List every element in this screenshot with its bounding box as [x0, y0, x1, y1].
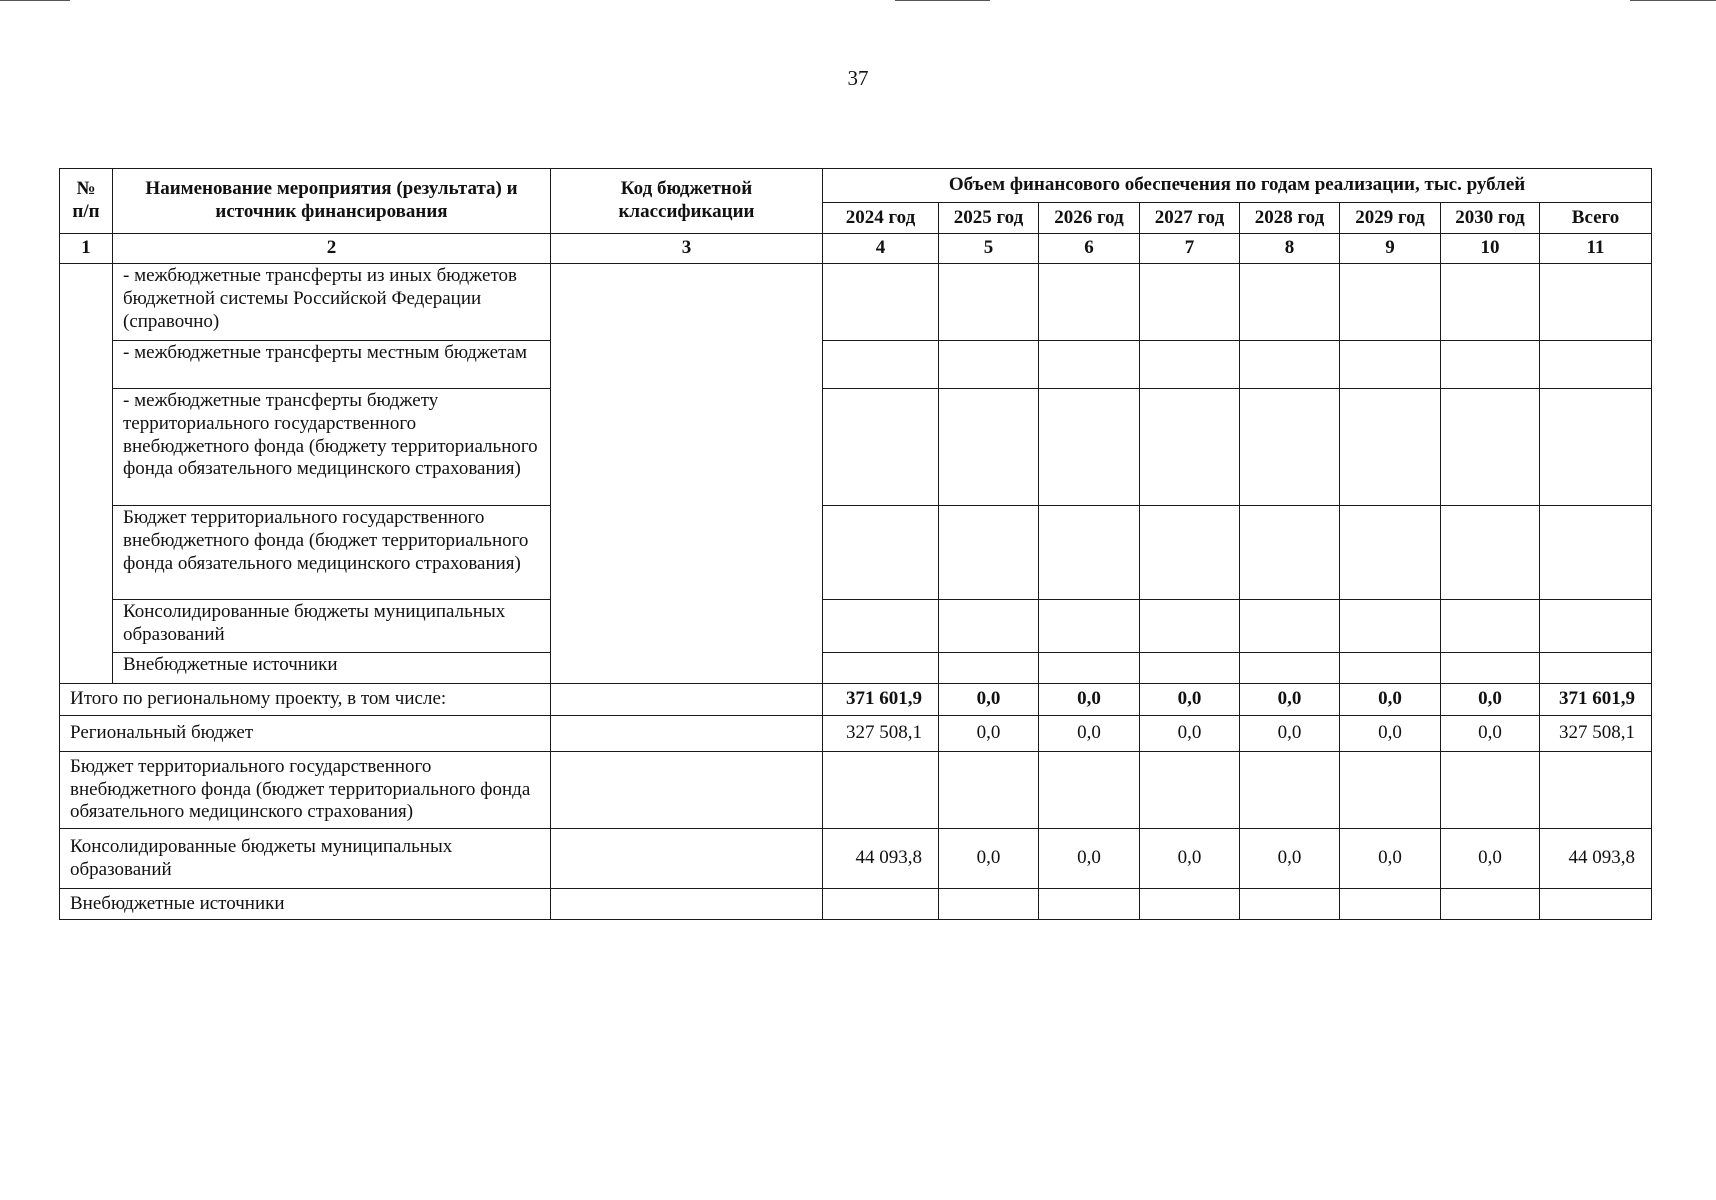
value-cell — [1340, 600, 1441, 653]
header-total: Всего — [1540, 203, 1652, 234]
value-cell — [1340, 389, 1441, 506]
scan-artifact-line — [1630, 0, 1716, 1]
total-row — [60, 716, 1652, 752]
value-cell — [939, 341, 1039, 389]
total-row-name: Консолидированные бюджеты муниципальных образований — [60, 829, 551, 889]
value-cell — [1441, 752, 1540, 829]
value-cell — [939, 506, 1039, 600]
budget-code-cell — [551, 889, 823, 920]
column-number: 5 — [939, 234, 1039, 264]
value-cell: 0,0 — [1039, 716, 1140, 752]
total-row — [60, 829, 1652, 889]
header-year: 2029 год — [1340, 203, 1441, 234]
value-cell — [1540, 752, 1652, 829]
header-year: 2026 год — [1039, 203, 1140, 234]
value-cell: 327 508,1 — [1540, 716, 1652, 752]
value-cell — [1140, 889, 1240, 920]
value-cell — [1140, 264, 1240, 341]
value-cell — [1039, 264, 1140, 341]
value-cell: 0,0 — [1140, 829, 1240, 889]
column-number: 10 — [1441, 234, 1540, 264]
value-cell — [823, 600, 939, 653]
value-cell: 327 508,1 — [823, 716, 939, 752]
value-cell: 0,0 — [1340, 716, 1441, 752]
value-cell — [1540, 389, 1652, 506]
value-cell: 0,0 — [1441, 716, 1540, 752]
table-row — [60, 341, 1652, 389]
value-cell — [1240, 341, 1340, 389]
column-number: 7 — [1140, 234, 1240, 264]
scan-artifact-line — [895, 0, 990, 1]
value-cell: 0,0 — [1240, 829, 1340, 889]
row-number-cell — [60, 264, 113, 684]
value-cell — [1340, 653, 1441, 684]
column-number: 6 — [1039, 234, 1140, 264]
table-row — [60, 506, 1652, 600]
column-number-row — [60, 234, 1652, 264]
total-row — [60, 684, 1652, 716]
value-cell — [1441, 889, 1540, 920]
column-number: 3 — [551, 234, 823, 264]
value-cell — [1039, 506, 1140, 600]
value-cell — [1441, 653, 1540, 684]
value-cell — [1140, 600, 1240, 653]
value-cell: 0,0 — [1140, 716, 1240, 752]
value-cell — [1240, 889, 1340, 920]
value-cell: 0,0 — [1340, 684, 1441, 716]
header-year: 2027 год — [1140, 203, 1240, 234]
value-cell: 0,0 — [939, 684, 1039, 716]
column-number: 1 — [60, 234, 113, 264]
value-cell — [823, 389, 939, 506]
value-cell: 0,0 — [1039, 829, 1140, 889]
table-row — [60, 389, 1652, 506]
value-cell — [939, 653, 1039, 684]
value-cell: 0,0 — [1039, 684, 1140, 716]
value-cell — [1039, 752, 1140, 829]
financing-table — [59, 168, 1652, 920]
total-row-name: Региональный бюджет — [60, 716, 551, 752]
value-cell — [1039, 653, 1140, 684]
budget-code-cell — [551, 264, 823, 684]
value-cell — [1540, 653, 1652, 684]
value-cell — [1039, 341, 1140, 389]
value-cell: 0,0 — [1240, 716, 1340, 752]
header-year: 2030 год — [1441, 203, 1540, 234]
value-cell: 0,0 — [1441, 684, 1540, 716]
value-cell — [823, 341, 939, 389]
value-cell: 0,0 — [1240, 684, 1340, 716]
value-cell — [1140, 341, 1240, 389]
value-cell — [1240, 264, 1340, 341]
header-year: 2024 год — [823, 203, 939, 234]
value-cell — [1540, 264, 1652, 341]
budget-code-cell — [551, 829, 823, 889]
value-cell — [1540, 600, 1652, 653]
total-row — [60, 889, 1652, 920]
value-cell — [1540, 341, 1652, 389]
value-cell — [1039, 389, 1140, 506]
value-cell — [1340, 264, 1441, 341]
value-cell: 44 093,8 — [1540, 829, 1652, 889]
value-cell — [1340, 889, 1441, 920]
column-number: 2 — [113, 234, 551, 264]
header-col-code: Код бюджетной классификации — [551, 169, 823, 234]
budget-code-cell — [551, 684, 823, 716]
value-cell — [1441, 264, 1540, 341]
value-cell: 0,0 — [1340, 829, 1441, 889]
row-name: - межбюджетные трансферты из иных бюджетов бюджетной системы Российской Федерации (справочно) — [113, 264, 551, 341]
value-cell: 0,0 — [939, 829, 1039, 889]
header-col-volume: Объем финансового обеспечения по годам реализации, тыс. рублей — [823, 169, 1652, 203]
header-year: 2025 год — [939, 203, 1039, 234]
total-row-name: Итого по региональному проекту, в том числе: — [60, 684, 551, 716]
header-year: 2028 год — [1240, 203, 1340, 234]
page-number: 37 — [847, 66, 869, 90]
row-name: - межбюджетные трансферты местным бюджетам — [113, 341, 551, 389]
value-cell — [1140, 389, 1240, 506]
total-row-name: Внебюджетные источники — [60, 889, 551, 920]
row-name: - межбюджетные трансферты бюджету территориального государственного внебюджетного фонда (бюджету территориального фонда обязательного медицинского страхования) — [113, 389, 551, 506]
value-cell — [1340, 752, 1441, 829]
total-row — [60, 752, 1652, 829]
value-cell: 0,0 — [939, 716, 1039, 752]
value-cell — [1240, 506, 1340, 600]
scan-artifact-line — [0, 0, 70, 1]
value-cell — [939, 389, 1039, 506]
value-cell: 44 093,8 — [823, 829, 939, 889]
table-row — [60, 600, 1652, 653]
value-cell — [939, 600, 1039, 653]
header-col-no: № п/п — [60, 169, 113, 234]
value-cell — [1240, 653, 1340, 684]
table-row — [60, 264, 1652, 341]
value-cell — [1039, 600, 1140, 653]
budget-code-cell — [551, 716, 823, 752]
value-cell — [823, 653, 939, 684]
column-number: 8 — [1240, 234, 1340, 264]
value-cell — [1039, 889, 1140, 920]
column-number: 11 — [1540, 234, 1652, 264]
value-cell — [1140, 653, 1240, 684]
value-cell — [1240, 389, 1340, 506]
value-cell — [1240, 752, 1340, 829]
value-cell: 371 601,9 — [1540, 684, 1652, 716]
value-cell: 0,0 — [1140, 684, 1240, 716]
budget-code-cell — [551, 752, 823, 829]
value-cell — [1140, 506, 1240, 600]
value-cell — [1441, 341, 1540, 389]
value-cell — [939, 264, 1039, 341]
value-cell — [939, 889, 1039, 920]
value-cell — [1441, 600, 1540, 653]
value-cell — [1240, 600, 1340, 653]
value-cell — [823, 506, 939, 600]
value-cell — [823, 889, 939, 920]
value-cell — [1340, 506, 1441, 600]
header-col-name: Наименование мероприятия (результата) и источник финансирования — [113, 169, 551, 234]
value-cell: 0,0 — [1441, 829, 1540, 889]
value-cell — [1441, 506, 1540, 600]
value-cell — [823, 752, 939, 829]
value-cell — [1140, 752, 1240, 829]
table-row — [60, 653, 1652, 684]
value-cell — [1540, 889, 1652, 920]
row-name: Консолидированные бюджеты муниципальных образований — [113, 600, 551, 653]
column-number: 9 — [1340, 234, 1441, 264]
row-name: Бюджет территориального государственного внебюджетного фонда (бюджет территориального фонда обязательного медицинского страхования) — [113, 506, 551, 600]
value-cell — [1340, 341, 1441, 389]
value-cell — [823, 264, 939, 341]
total-row-name: Бюджет территориального государственного внебюджетного фонда (бюджет территориального фонда обязательного медицинского страхования) — [60, 752, 551, 829]
row-name: Внебюджетные источники — [113, 653, 551, 684]
column-number: 4 — [823, 234, 939, 264]
value-cell — [1441, 389, 1540, 506]
value-cell — [1540, 506, 1652, 600]
value-cell — [939, 752, 1039, 829]
value-cell: 371 601,9 — [823, 684, 939, 716]
